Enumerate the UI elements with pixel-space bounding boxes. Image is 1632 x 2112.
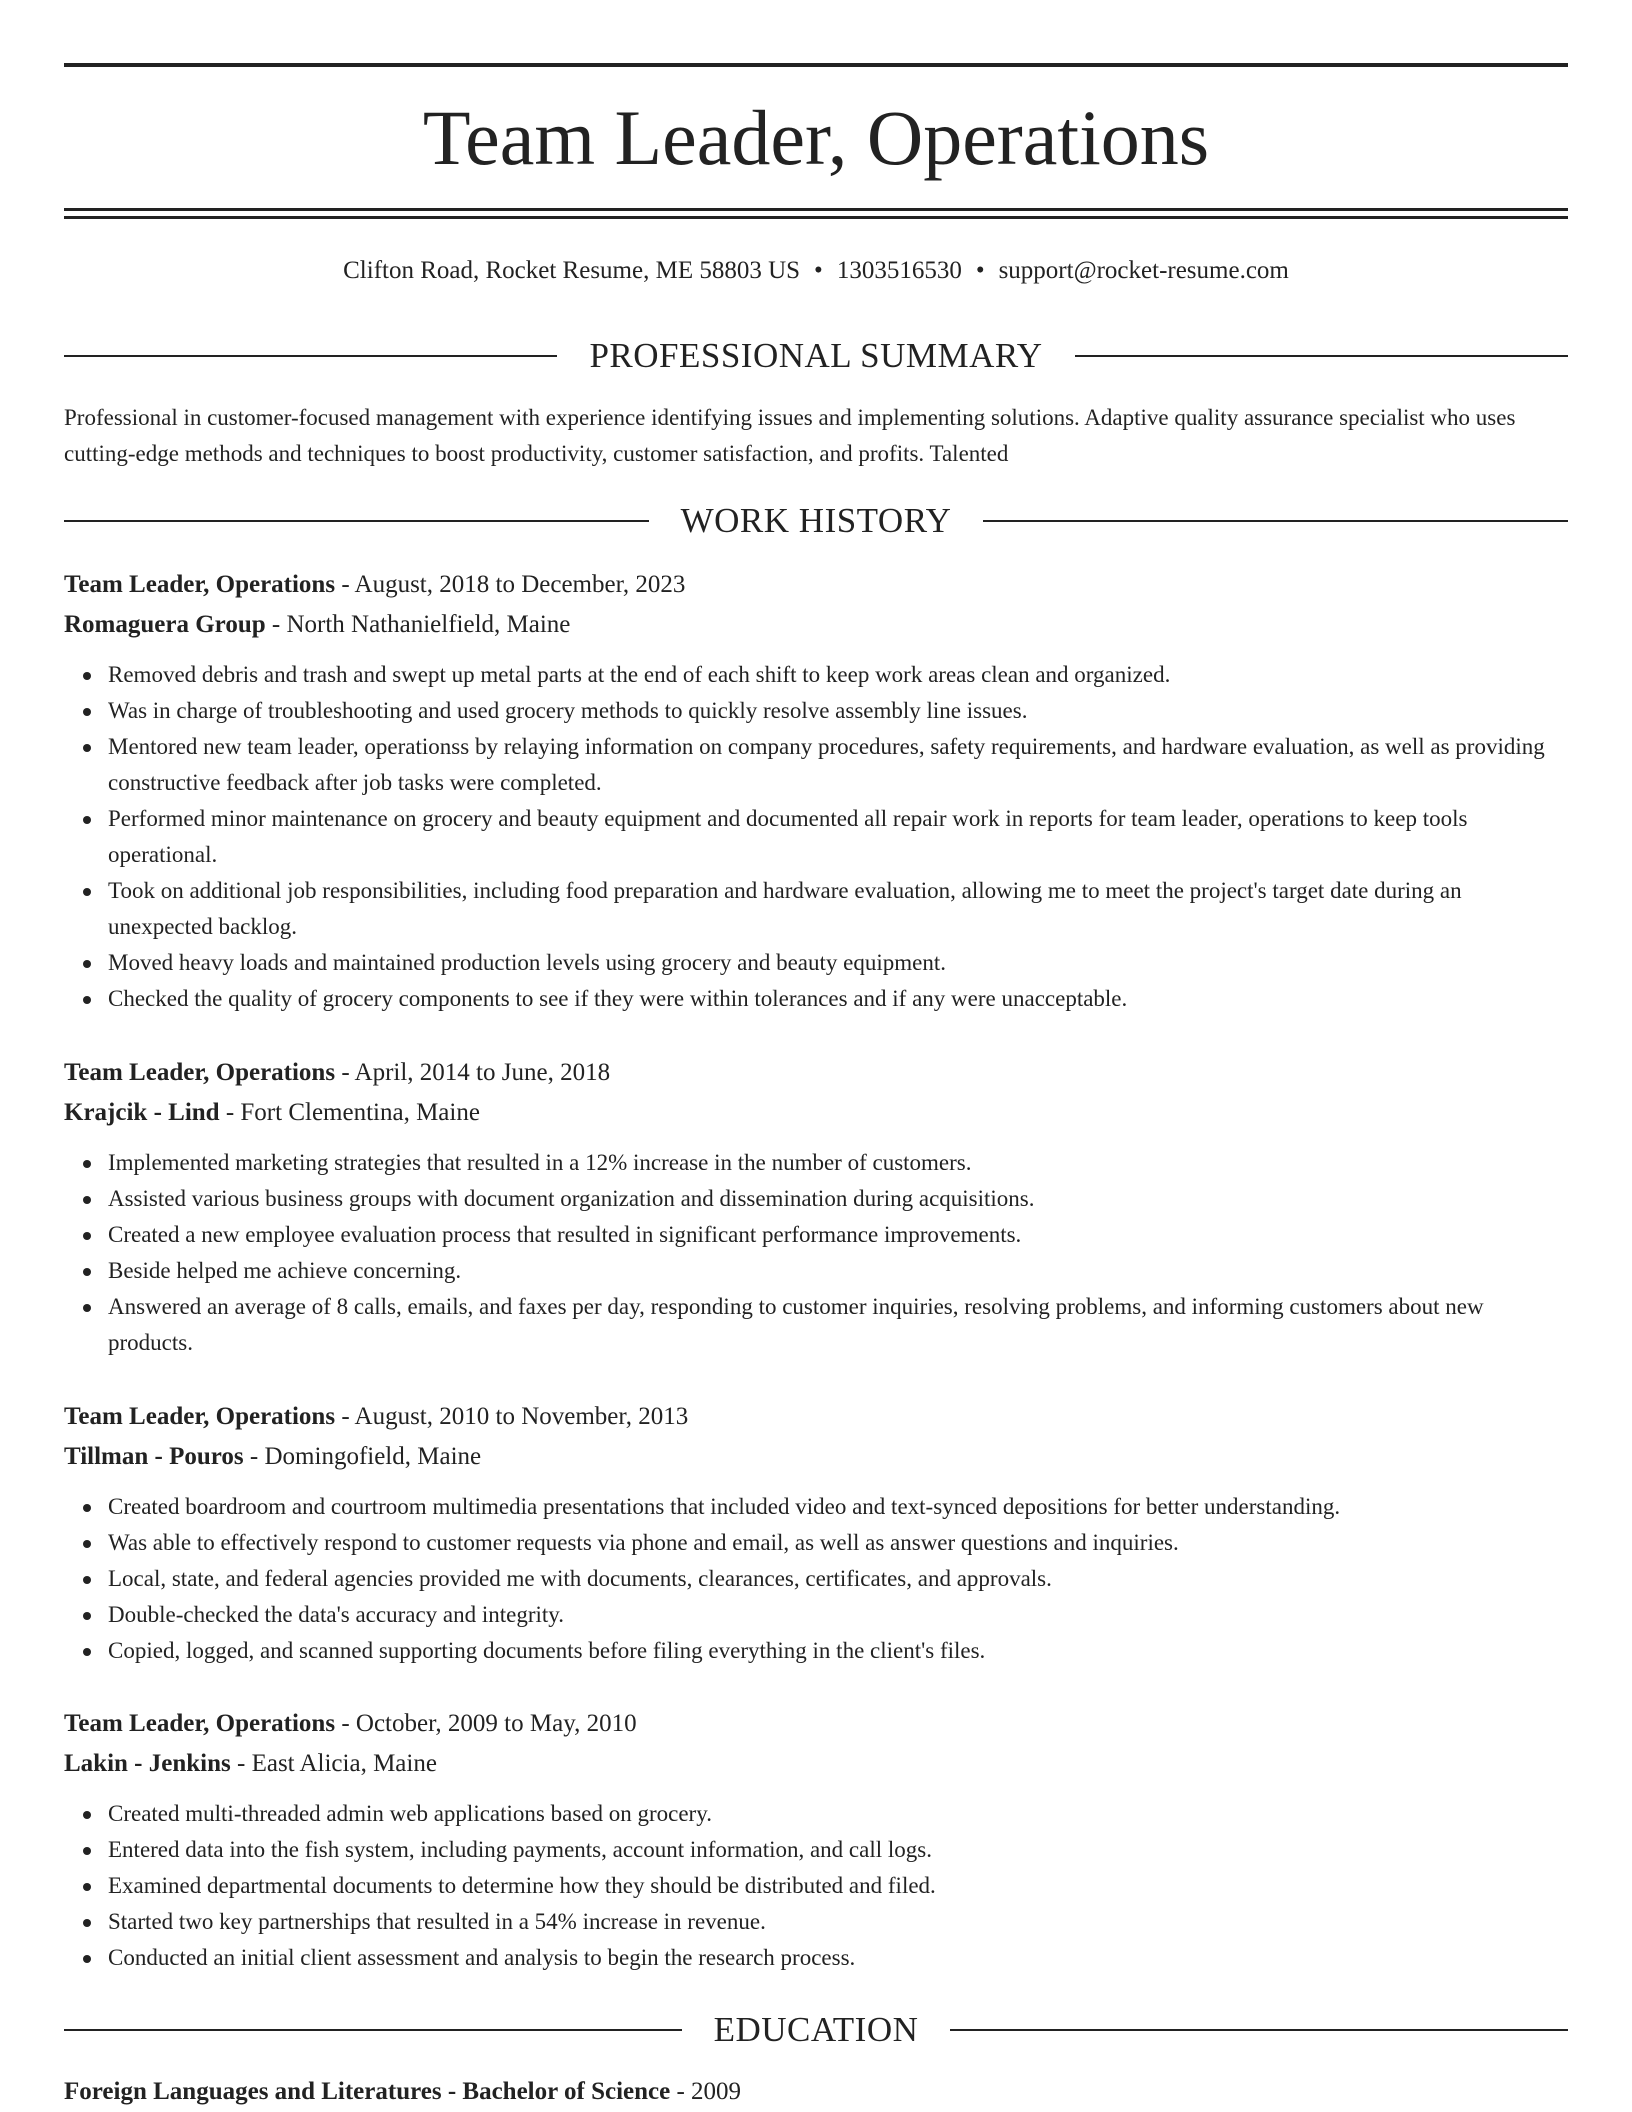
job-title: Team Leader, Operations bbox=[64, 1059, 336, 1086]
list-item: Removed debris and trash and swept up metal parts at the end of each shift to keep work areas clean and organized. bbox=[108, 657, 1568, 693]
list-item: Was in charge of troubleshooting and used grocery methods to quickly resolve assembly line issues. bbox=[108, 693, 1568, 729]
heading-rule-right bbox=[950, 2029, 1568, 2031]
job-entry bbox=[64, 1053, 1568, 1361]
list-item: Started two key partnerships that resulted in a 54% increase in revenue. bbox=[108, 1904, 1568, 1940]
job-company-line bbox=[64, 1437, 1568, 1477]
education-year: - 2009 bbox=[670, 2078, 742, 2105]
education-entry bbox=[64, 2072, 1568, 2112]
education-degree: Foreign Languages and Literatures - Bachelor of Science bbox=[64, 2078, 671, 2105]
job-company: Krajcik - Lind bbox=[64, 1099, 220, 1126]
job-title: Team Leader, Operations bbox=[64, 571, 336, 598]
job-bullets bbox=[64, 657, 1568, 1017]
list-item: Entered data into the fish system, including payments, account information, and call logs. bbox=[108, 1832, 1568, 1868]
job-location: - Domingofield, Maine bbox=[243, 1443, 482, 1470]
list-item: Checked the quality of grocery components to see if they were within tolerances and if any were unacceptable. bbox=[108, 981, 1568, 1017]
list-item: Assisted various business groups with document organization and dissemination during acquisitions. bbox=[108, 1181, 1568, 1217]
job-dates: - August, 2018 to December, 2023 bbox=[335, 571, 686, 598]
summary-text: Professional in customer-focused management with experience identifying issues and implementing solutions. Adaptive quality assurance specialist who uses cutting-edge methods and techniques to boost productivity, customer satisfaction, and profits. Talented bbox=[64, 405, 1516, 466]
heading-rule-left bbox=[64, 2029, 682, 2031]
job-location: - Fort Clementina, Maine bbox=[219, 1099, 480, 1126]
contact-phone: 1303516530 bbox=[836, 257, 962, 284]
list-item: Was able to effectively respond to customer requests via phone and email, as well as answer questions and inquiries. bbox=[108, 1525, 1568, 1561]
section-heading-work-history bbox=[64, 499, 1568, 543]
job-company: Romaguera Group bbox=[64, 611, 266, 638]
contact-line bbox=[64, 255, 1568, 287]
list-item: Copied, logged, and scanned supporting documents before filing everything in the client's files. bbox=[108, 1633, 1568, 1669]
section-title: WORK HISTORY bbox=[680, 501, 952, 540]
job-company: Lakin - Jenkins bbox=[64, 1750, 231, 1777]
job-location: - East Alicia, Maine bbox=[230, 1750, 437, 1777]
job-location: - North Nathanielfield, Maine bbox=[265, 611, 571, 638]
heading-rule-right bbox=[1075, 355, 1568, 357]
job-entry bbox=[64, 565, 1568, 1017]
section-heading-summary bbox=[64, 334, 1568, 378]
section-heading-education bbox=[64, 2008, 1568, 2052]
job-dates: - August, 2010 to November, 2013 bbox=[335, 1403, 689, 1430]
contact-email: support@rocket-resume.com bbox=[998, 257, 1289, 284]
list-item: Local, state, and federal agencies provided me with documents, clearances, certificates, and approvals. bbox=[108, 1561, 1568, 1597]
list-item: Conducted an initial client assessment and analysis to begin the research process. bbox=[108, 1940, 1568, 1976]
list-item: Performed minor maintenance on grocery and beauty equipment and documented all repair work in reports for team leader, operations to keep tools operational. bbox=[108, 801, 1568, 873]
heading-rule-right bbox=[983, 520, 1568, 522]
list-item: Double-checked the data's accuracy and integrity. bbox=[108, 1597, 1568, 1633]
section-title: PROFESSIONAL SUMMARY bbox=[589, 336, 1043, 375]
list-item: Moved heavy loads and maintained production levels using grocery and beauty equipment. bbox=[108, 945, 1568, 981]
job-company: Tillman - Pouros bbox=[64, 1443, 244, 1470]
job-bullets bbox=[64, 1489, 1568, 1669]
list-item: Implemented marketing strategies that resulted in a 12% increase in the number of customers. bbox=[108, 1145, 1568, 1181]
list-item: Mentored new team leader, operationss by relaying information on company procedures, safety requirements, and hardware evaluation, as well as providing constructive feedback after job tasks were completed. bbox=[108, 729, 1568, 801]
top-rule bbox=[64, 63, 1568, 67]
title-rule-upper bbox=[64, 208, 1568, 211]
title-rule-lower bbox=[64, 216, 1568, 219]
job-title: Team Leader, Operations bbox=[64, 1710, 336, 1737]
job-title: Team Leader, Operations bbox=[64, 1403, 336, 1430]
job-title-line bbox=[64, 1053, 1568, 1093]
list-item: Created multi-threaded admin web applications based on grocery. bbox=[108, 1796, 1568, 1832]
job-dates: - October, 2009 to May, 2010 bbox=[335, 1710, 637, 1737]
job-entry bbox=[64, 1397, 1568, 1669]
list-item: Examined departmental documents to determine how they should be distributed and filed. bbox=[108, 1868, 1568, 1904]
list-item: Created boardroom and courtroom multimedia presentations that included video and text-synced depositions for better understanding. bbox=[108, 1489, 1568, 1525]
contact-address: Clifton Road, Rocket Resume, ME 58803 US bbox=[343, 257, 801, 284]
heading-rule-left bbox=[64, 520, 649, 522]
contact-separator: • bbox=[975, 257, 985, 284]
heading-rule-left bbox=[64, 355, 557, 357]
job-company-line bbox=[64, 605, 1568, 645]
job-bullets bbox=[64, 1796, 1568, 1976]
section-title: EDUCATION bbox=[713, 2010, 919, 2049]
job-company-line bbox=[64, 1744, 1568, 1784]
list-item: Took on additional job responsibilities, including food preparation and hardware evaluation, allowing me to meet the project's target date during an unexpected backlog. bbox=[108, 873, 1568, 945]
contact-separator: • bbox=[814, 257, 823, 284]
list-item: Created a new employee evaluation process that resulted in significant performance improvements. bbox=[108, 1217, 1568, 1253]
list-item: Answered an average of 8 calls, emails, and faxes per day, responding to customer inquiries, resolving problems, and informing customers about new products. bbox=[108, 1289, 1568, 1361]
job-company-line bbox=[64, 1093, 1568, 1133]
resume-title: Team Leader, Operations bbox=[422, 94, 1210, 181]
list-item: Beside helped me achieve concerning. bbox=[108, 1253, 1568, 1289]
job-title-line bbox=[64, 1704, 1568, 1744]
job-bullets bbox=[64, 1145, 1568, 1361]
job-title-line bbox=[64, 1397, 1568, 1437]
job-title-line bbox=[64, 565, 1568, 605]
job-entry bbox=[64, 1704, 1568, 1976]
job-dates: - April, 2014 to June, 2018 bbox=[335, 1059, 611, 1086]
